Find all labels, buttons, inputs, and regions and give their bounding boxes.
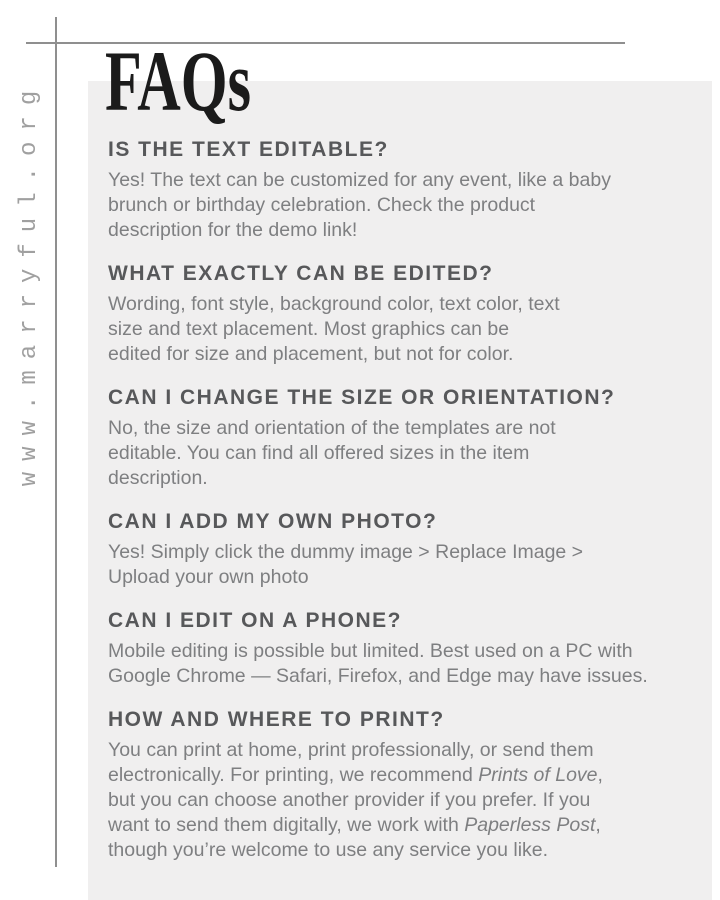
faq-answer-line: Yes! Simply click the dummy image > Replace Image > xyxy=(108,541,584,563)
faq-answer-line: editable. You can find all offered sizes in the item xyxy=(108,442,530,464)
faq-answer-line: Google Chrome — Safari, Firefox, and Edge may have issues. xyxy=(108,665,648,687)
faq-answer xyxy=(108,416,688,491)
answer-text: want to send them digitally, we work with xyxy=(108,814,465,836)
faq-answer-line xyxy=(108,813,688,838)
crosshair-vertical-line xyxy=(55,17,57,867)
faq-question: CAN I ADD MY OWN PHOTO? xyxy=(108,510,438,533)
faq-section xyxy=(108,261,688,367)
faq-question: CAN I CHANGE THE SIZE OR ORIENTATION? xyxy=(108,386,616,409)
faq-section xyxy=(108,608,688,689)
faq-answer xyxy=(108,168,688,243)
faq-answer xyxy=(108,292,688,367)
faq-answer-line: description. xyxy=(108,467,208,489)
faq-answer-line xyxy=(108,763,688,788)
answer-text-italic: Prints of Love xyxy=(478,764,598,786)
faq-answer-line: No, the size and orientation of the templates are not xyxy=(108,417,556,439)
faq-section xyxy=(108,707,688,863)
faq-answer-line: Yes! The text can be customized for any event, like a baby xyxy=(108,169,611,191)
faq-answer-line: brunch or birthday celebration. Check the product xyxy=(108,194,536,216)
faq-panel xyxy=(88,81,712,900)
answer-text: , xyxy=(595,814,601,836)
faq-question: WHAT EXACTLY CAN BE EDITED? xyxy=(108,262,494,285)
faq-question: CAN I EDIT ON A PHONE? xyxy=(108,609,402,632)
answer-text: electronically. For printing, we recommend xyxy=(108,764,479,786)
faq-question: HOW AND WHERE TO PRINT? xyxy=(108,708,445,731)
faq-answer xyxy=(108,639,688,689)
faq-answer-line: Wording, font style, background color, text color, text xyxy=(108,293,560,315)
faq-answer-line: but you can choose another provider if you prefer. If you xyxy=(108,789,591,811)
faq-section xyxy=(108,137,688,243)
faq-answer xyxy=(108,738,688,863)
faq-answer-line: Upload your own photo xyxy=(108,566,309,588)
page-title: FAQs xyxy=(105,33,252,129)
faq-question: IS THE TEXT EDITABLE? xyxy=(108,138,389,161)
faq-answer-line: You can print at home, print professionally, or send them xyxy=(108,739,594,761)
faq-answer xyxy=(108,540,688,590)
answer-text-italic: Paperless Post xyxy=(464,814,596,836)
faq-answer-line: though you’re welcome to use any service you like. xyxy=(108,839,549,861)
faq-answer-line: size and text placement. Most graphics can be xyxy=(108,318,510,340)
website-watermark: www.marryful.org xyxy=(16,79,43,487)
faq-answer-line: Mobile editing is possible but limited. Best used on a PC with xyxy=(108,640,633,662)
faq-answer-line: description for the demo link! xyxy=(108,219,358,241)
faq-section xyxy=(108,509,688,590)
answer-text: , xyxy=(597,764,603,786)
faq-list xyxy=(88,81,712,863)
faq-section xyxy=(108,385,688,491)
faq-answer-line: edited for size and placement, but not for color. xyxy=(108,343,514,365)
